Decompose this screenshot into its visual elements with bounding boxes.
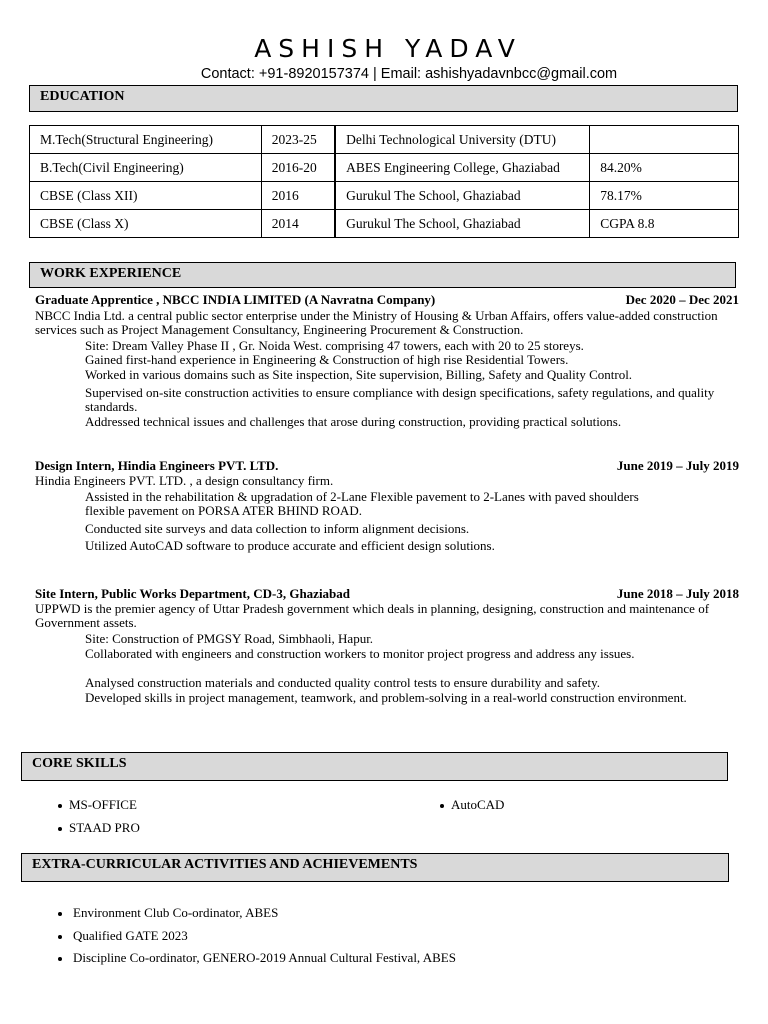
job-bullet: Analysed construction materials and conducted quality control tests to ensure durability and safety. <box>85 675 601 690</box>
bullet-icon <box>58 804 62 808</box>
job-role: Design Intern, Hindia Engineers PVT. LTD. <box>35 458 279 473</box>
job-role: Site Intern, Public Works Department, CD-3, Ghaziabad <box>35 586 351 601</box>
job-bullet: Worked in various domains such as Site inspection, Site supervision, Billing, Safety and Quality Control. <box>85 367 633 382</box>
bullet-icon <box>58 827 62 831</box>
job-header <box>35 586 739 602</box>
work-experience-heading: WORK EXPERIENCE <box>29 262 736 288</box>
score-cell <box>590 126 739 154</box>
education-heading: EDUCATION <box>29 85 738 112</box>
score-cell: 78.17% <box>590 182 739 210</box>
job-description: Hindia Engineers PVT. LTD. , a design consultancy firm. <box>35 473 334 488</box>
year-cell: 2014 <box>261 210 335 238</box>
degree-cell: B.Tech(Civil Engineering) <box>30 154 262 182</box>
core-skills-heading: CORE SKILLS <box>21 752 728 781</box>
table-row <box>30 126 739 154</box>
degree-cell: CBSE (Class X) <box>30 210 262 238</box>
skill-item: AutoCAD <box>440 797 504 813</box>
job-bullet: Utilized AutoCAD software to produce accurate and efficient design solutions. <box>85 538 495 553</box>
table-row <box>30 210 739 238</box>
activity-item: Environment Club Co-ordinator, ABES <box>58 905 278 921</box>
candidate-name: ASHISH YADAV <box>254 34 522 63</box>
score-cell: 84.20% <box>590 154 739 182</box>
job-dates: June 2018 – July 2018 <box>616 586 739 601</box>
job-bullet: Supervised on-site construction activities to ensure compliance with design specifications, safety regulations, and quality standards. <box>85 385 715 414</box>
contact-line: Contact: +91-8920157374 | Email: ashishyadavnbcc@gmail.com <box>200 66 618 82</box>
job-description: NBCC India Ltd. a central public sector enterprise under the Ministry of Housing & Urban Affairs, offers value-added construction services such as Project Management Consultancy, Engineering Procurement & Construction. <box>35 308 718 337</box>
year-cell: 2016-20 <box>261 154 335 182</box>
job-bullet: Collaborated with engineers and construction workers to monitor project progress and address any issues. <box>85 646 635 661</box>
job-bullet: Conducted site surveys and data collection to inform alignment decisions. <box>85 521 470 536</box>
degree-cell: M.Tech(Structural Engineering) <box>30 126 262 154</box>
job-header <box>35 458 739 474</box>
degree-cell: CBSE (Class XII) <box>30 182 262 210</box>
table-row <box>30 154 739 182</box>
education-table <box>29 125 739 238</box>
bullet-icon <box>58 912 62 916</box>
job-header <box>35 292 739 308</box>
institution-cell: Gurukul The School, Ghaziabad <box>335 210 590 238</box>
year-cell: 2016 <box>261 182 335 210</box>
job-bullet: Site: Dream Valley Phase II , Gr. Noida West. comprising 47 towers, each with 20 to 25 storeys. <box>85 338 584 353</box>
bullet-icon <box>58 935 62 939</box>
institution-cell: ABES Engineering College, Ghaziabad <box>335 154 590 182</box>
activity-item: Qualified GATE 2023 <box>58 928 188 944</box>
year-cell: 2023-25 <box>261 126 335 154</box>
job-bullet: Addressed technical issues and challenges that arose during construction, providing practical solutions. <box>85 414 622 429</box>
job-bullet: Assisted in the rehabilitation & upgradation of 2-Lane Flexible pavement to 2-Lanes with paved shoulders flexible pavement on PORSA ATER BHIND ROAD. <box>85 489 639 518</box>
bullet-icon <box>58 957 62 961</box>
job-role: Graduate Apprentice , NBCC INDIA LIMITED (A Navratna Company) <box>35 292 436 307</box>
extra-curricular-heading: EXTRA-CURRICULAR ACTIVITIES AND ACHIEVEMENTS <box>21 853 729 882</box>
job-bullet: Developed skills in project management, teamwork, and problem-solving in a real-world construction environment. <box>85 690 687 705</box>
institution-cell: Gurukul The School, Ghaziabad <box>335 182 590 210</box>
table-row <box>30 182 739 210</box>
job-dates: Dec 2020 – Dec 2021 <box>625 292 739 307</box>
job-bullet: Site: Construction of PMGSY Road, Simbhaoli, Hapur. <box>85 631 374 646</box>
score-cell: CGPA 8.8 <box>590 210 739 238</box>
job-description: UPPWD is the premier agency of Uttar Pradesh government which deals in planning, designing, construction and maintenance of Government assets. <box>35 601 710 630</box>
bullet-icon <box>440 804 444 808</box>
job-bullet: Gained first-hand experience in Engineering & Construction of high rise Residential Towers. <box>85 352 569 367</box>
activity-item: Discipline Co-ordinator, GENERO-2019 Annual Cultural Festival, ABES <box>58 950 456 966</box>
skill-item: STAAD PRO <box>58 820 140 836</box>
institution-cell: Delhi Technological University (DTU) <box>335 126 590 154</box>
skill-item: MS-OFFICE <box>58 797 137 813</box>
job-dates: June 2019 – July 2019 <box>616 458 739 473</box>
